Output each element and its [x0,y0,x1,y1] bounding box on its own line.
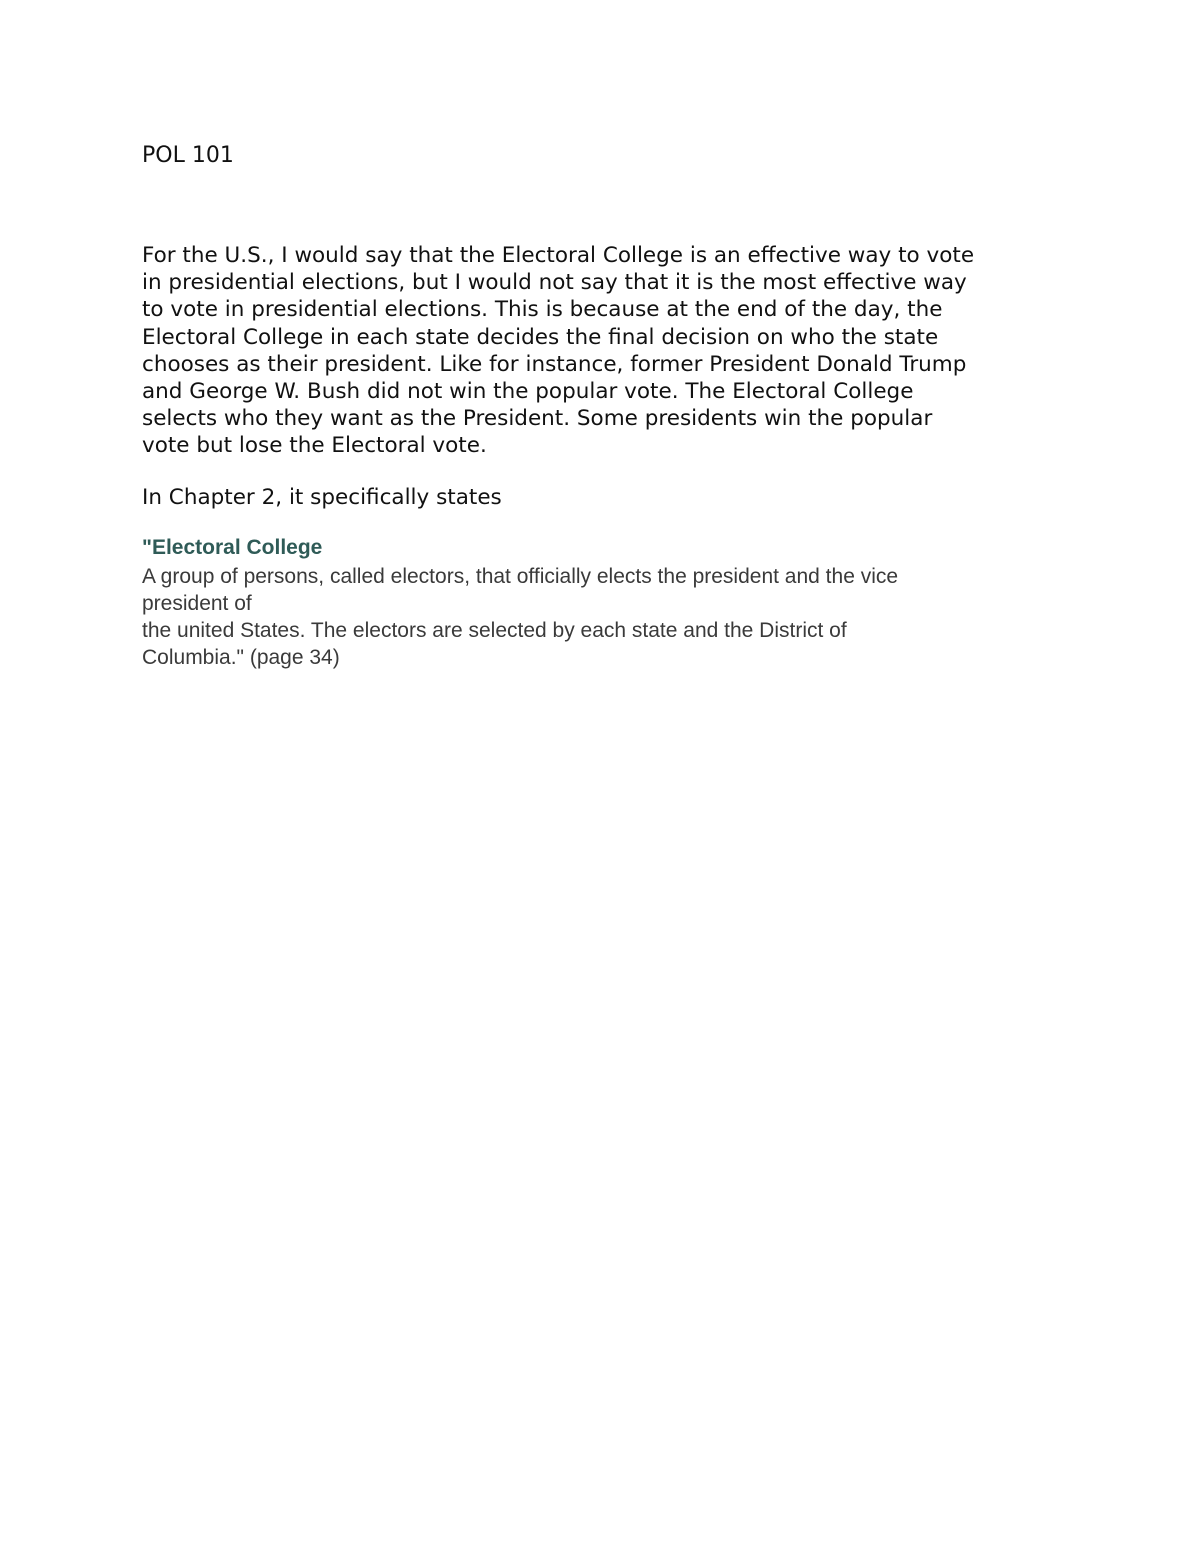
course-code: POL 101 [142,143,234,168]
essay-paragraph: For the U.S., I would say that the Electoral College is an effective way to vote in presidential elections, but I would not say that it is the most effective way to vote in presidential elections. This is because at the end of the day, the Electoral College in each state decides the final decision on who the state chooses as their president. Like for instance, former President Donald Trump and George W. Bush did not win the popular vote. The Electoral College selects who they want as the President. Some presidents win the popular vote but lose the Electoral vote. [142,243,975,459]
glossary-quote [142,534,1062,671]
glossary-definition: A group of persons, called electors, that officially elects the president and the vice president of the united States. The electors are selected by each state and the District of Columbia." (page 34) [142,564,899,669]
lead-in-text: In Chapter 2, it specifically states [142,484,502,510]
glossary-term: "Electoral College [142,535,323,559]
document-content [142,141,1062,671]
